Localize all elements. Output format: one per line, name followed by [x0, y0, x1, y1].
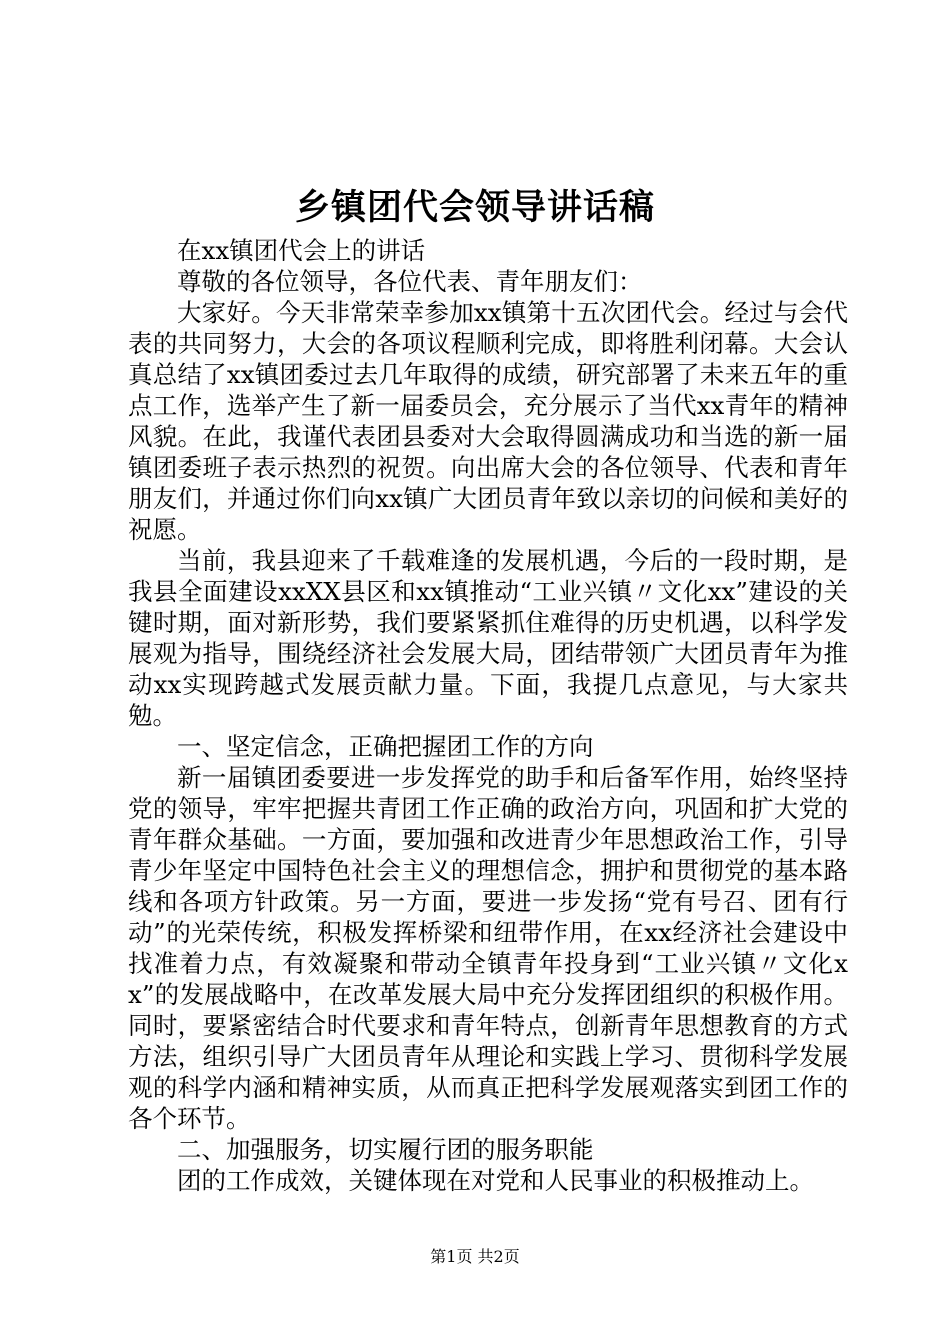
paragraph-current-situation: 当前，我县迎来了千载难逢的发展机遇，今后的一段时期，是我县全面建设xxXX县区和xx镇推动“工业兴镇〃文化xx”建设的关键时期，面对新形势，我们要紧紧抓住难得的历史机遇，以科学发展观为指导，围绕经济社会发展大局，团结带领广大团员青年为推动xx实现跨越式发展贡献力量。下面，我提几点意见，与大家共勉。 [128, 546, 848, 730]
document-title: 乡镇团代会领导讲话稿 [294, 188, 655, 228]
paragraph-salutation: 尊敬的各位领导，各位代表、青年朋友们： [177, 267, 643, 296]
section-heading-1: 一、坚定信念，正确把握团工作的方向 [177, 732, 594, 761]
paragraph-section-2: 团的工作成效，关键体现在对党和人民事业的积极推动上。 [177, 1166, 814, 1195]
document-body [128, 235, 848, 1196]
page-footer [0, 1246, 950, 1268]
paragraph-section-1: 新一届镇团委要进一步发挥党的助手和后备军作用，始终坚持党的领导，牢牢把握共青团工作正确的政治方向，巩固和扩大党的青年群众基础。一方面，要加强和改进青少年思想政治工作，引导青少年坚定中国特色社会主义的理想信念，拥护和贯彻党的基本路线和各项方针政策。另一方面，要进一步发扬“党有号召、团有行动”的光荣传统，积极发挥桥梁和纽带作用，在xx经济社会建设中找准着力点，有效凝聚和带动全镇青年投身到“工业兴镇〃文化xx”的发展战略中，在改革发展大局中充分发挥团组织的积极作用。同时，要紧密结合时代要求和青年特点，创新青年思想教育的方式方法，组织引导广大团员青年从理论和实践上学习、贯彻科学发展观的科学内涵和精神实质，从而真正把科学发展观落实到团工作的各个环节。 [128, 763, 848, 1133]
section-heading-2: 二、加强服务，切实履行团的服务职能 [177, 1135, 594, 1164]
page-number: 第1页 [430, 1247, 473, 1266]
paragraph-speech-occasion: 在xx镇团代会上的讲话 [177, 236, 426, 265]
page-total: 共2页 [477, 1247, 520, 1266]
paragraph-greeting: 大家好。今天非常荣幸参加xx镇第十五次团代会。经过与会代表的共同努力，大会的各项议程顺利完成，即将胜利闭幕。大会认真总结了xx镇团委过去几年取得的成绩，研究部署了未来五年的重点工作，选举产生了新一届委员会，充分展示了当代xx青年的精神风貌。在此，我谨代表团县委对大会取得圆满成功和当选的新一届镇团委班子表示热烈的祝贺。向出席大会的各位领导、代表和青年朋友们，并通过你们向xx镇广大团员青年致以亲切的问候和美好的祝愿。 [128, 298, 848, 544]
